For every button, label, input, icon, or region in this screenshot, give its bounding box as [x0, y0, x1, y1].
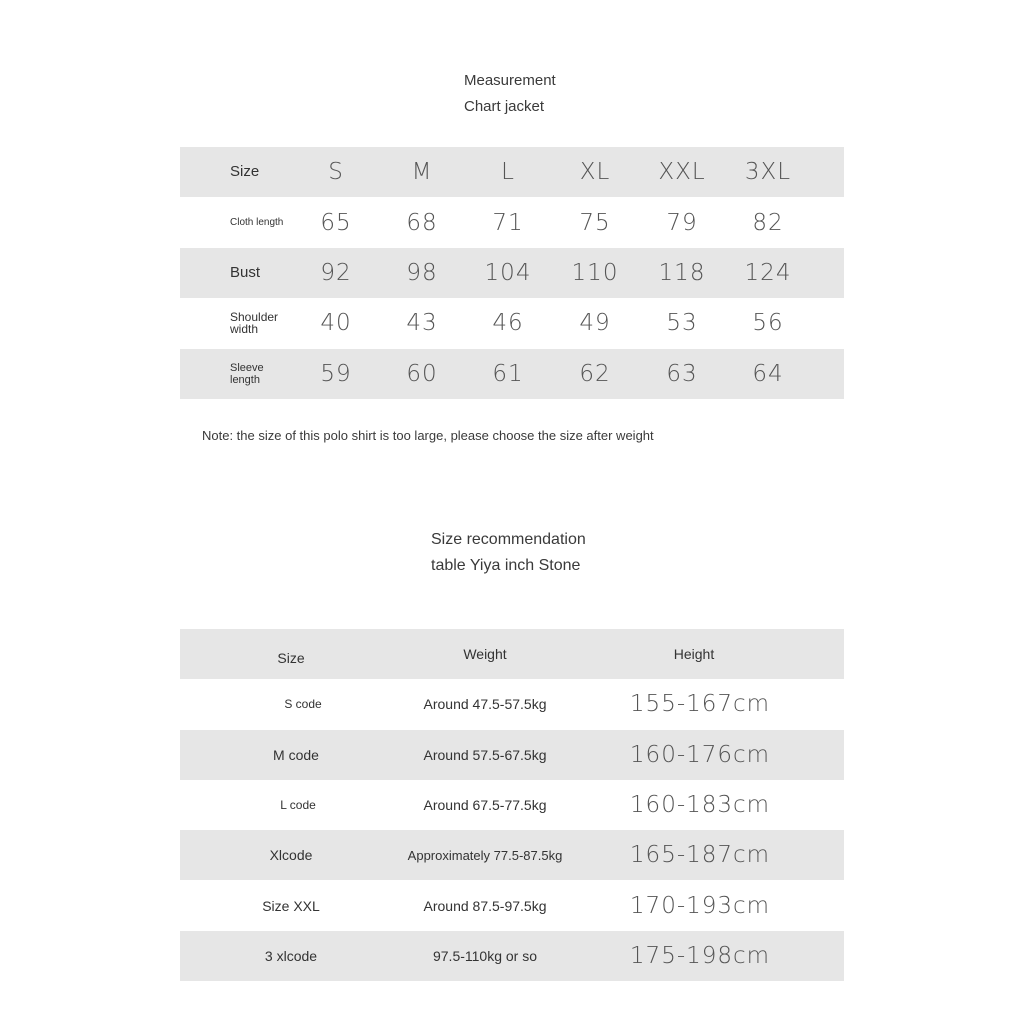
table-cell: 63	[666, 360, 698, 387]
table-cell: 49	[579, 310, 611, 337]
height-cell: 155-167cm	[629, 691, 771, 718]
weight-cell: 97.5-110kg or so	[432, 947, 538, 964]
table-row	[180, 298, 844, 348]
size-cell: L code	[280, 798, 316, 813]
table-cell: 64	[752, 360, 784, 387]
table-cell: 79	[666, 209, 698, 236]
size-header: Size	[277, 650, 305, 667]
weight-header: Weight	[463, 646, 507, 663]
table-cell: 46	[492, 310, 524, 337]
measurement-chart-title	[464, 68, 556, 120]
column-header: XL	[579, 159, 611, 186]
table-cell: 75	[579, 209, 611, 236]
size-cell: 3 xlcode	[264, 947, 318, 964]
column-header: 3XL	[744, 159, 792, 186]
row-label: Shoulder width	[230, 310, 279, 337]
size-header: Size	[230, 163, 260, 181]
height-cell: 160-176cm	[629, 741, 771, 768]
table-cell: 53	[666, 310, 698, 337]
recommendation-header-row	[180, 629, 844, 679]
recommendation-title-line1: Size recommendation	[431, 531, 586, 548]
recommendation-table	[180, 629, 844, 981]
size-cell: Size XXL	[262, 897, 320, 914]
height-cell: 175-198cm	[629, 942, 771, 969]
table-cell: 124	[744, 259, 792, 286]
weight-cell: Around 67.5-77.5kg	[423, 797, 547, 814]
size-cell: M code	[273, 746, 319, 763]
column-header: XXL	[658, 159, 706, 186]
measurement-header-row	[180, 147, 844, 197]
size-cell: S code	[284, 697, 322, 712]
weight-cell: Approximately 77.5-87.5kg	[407, 847, 563, 863]
row-label: Cloth length	[230, 216, 284, 228]
table-cell: 43	[406, 310, 438, 337]
size-note: Note: the size of this polo shirt is too large, please choose the size after weight	[202, 428, 654, 443]
height-cell: 165-187cm	[629, 842, 771, 869]
weight-cell: Around 47.5-57.5kg	[423, 696, 547, 713]
column-header: S	[328, 159, 344, 186]
recommendation-title-line2: table Yiya inch Stone	[431, 557, 581, 574]
row-label: Bust	[230, 263, 261, 281]
table-row	[180, 197, 844, 247]
table-cell: 118	[658, 259, 706, 286]
size-cell: Xlcode	[269, 847, 313, 864]
height-cell: 160-183cm	[629, 792, 771, 819]
row-label: Sleeve length	[230, 361, 264, 386]
table-row	[180, 931, 844, 981]
measurement-title-line2: Chart jacket	[464, 98, 545, 115]
table-cell: 61	[492, 360, 524, 387]
table-cell: 110	[571, 259, 619, 286]
measurement-table	[180, 147, 844, 399]
table-row	[180, 780, 844, 830]
measurement-title-line1: Measurement	[464, 72, 556, 89]
table-row	[180, 248, 844, 298]
table-cell: 98	[406, 259, 438, 286]
weight-cell: Around 87.5-97.5kg	[423, 897, 547, 914]
table-row	[180, 679, 844, 729]
table-cell: 60	[406, 360, 438, 387]
height-header: Height	[673, 646, 715, 663]
table-cell: 56	[752, 310, 784, 337]
table-cell: 65	[320, 209, 352, 236]
table-row	[180, 830, 844, 880]
column-header: L	[501, 159, 515, 186]
table-row	[180, 880, 844, 930]
table-cell: 68	[406, 209, 438, 236]
table-cell: 62	[579, 360, 611, 387]
column-header: M	[411, 159, 433, 186]
table-cell: 59	[320, 360, 352, 387]
table-row	[180, 730, 844, 780]
table-cell: 71	[492, 209, 524, 236]
table-cell: 40	[320, 310, 352, 337]
table-cell: 104	[484, 259, 532, 286]
table-cell: 92	[320, 259, 352, 286]
weight-cell: Around 57.5-67.5kg	[423, 746, 547, 763]
recommendation-title	[431, 527, 586, 579]
table-cell: 82	[752, 209, 784, 236]
height-cell: 170-193cm	[629, 892, 771, 919]
table-row	[180, 349, 844, 399]
